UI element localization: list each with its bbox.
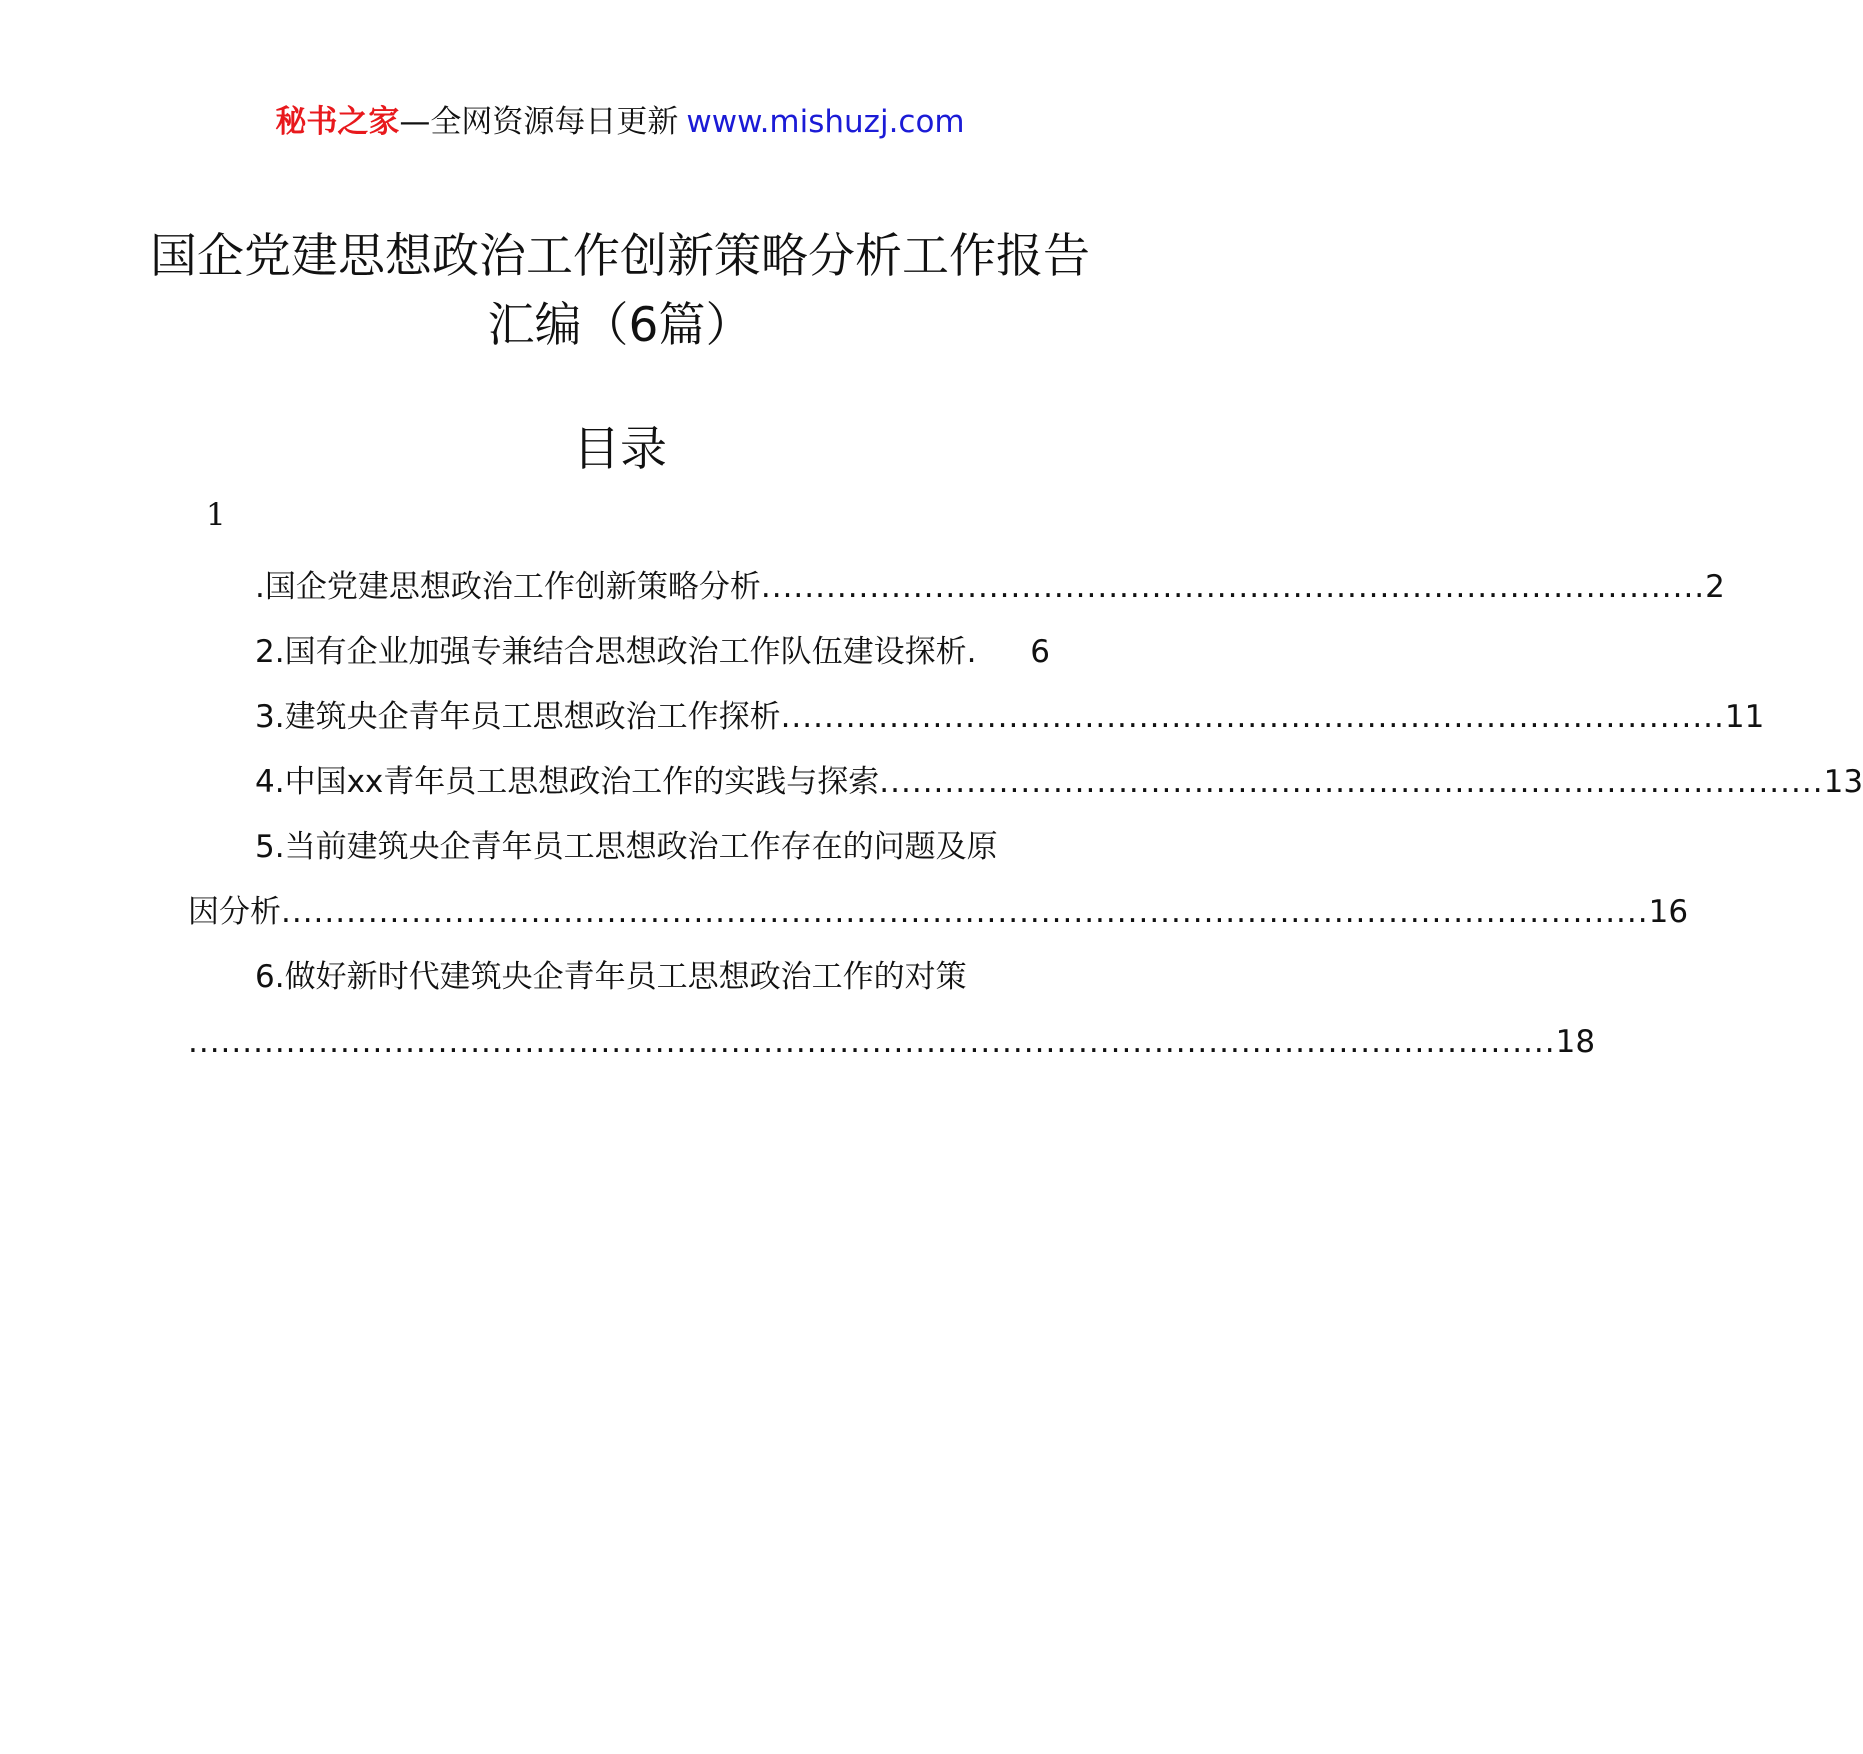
toc-entry-5-line-1[interactable]: 5.当前建筑央企青年员工思想政治工作存在的问题及原	[255, 829, 998, 865]
site-url-link[interactable]: www.mishuzj.com	[686, 104, 965, 140]
toc-entry-6[interactable]	[188, 1010, 1596, 1075]
toc-leader-dots: .......................................................................................	[879, 764, 1824, 800]
toc-entry-title: 2.国有企业加强专兼结合思想政治工作队伍建设探析.	[255, 634, 977, 670]
toc-page-number: 6	[1030, 634, 1050, 670]
toc-entry-title: 4.中国xx青年员工思想政治工作的实践与探索	[255, 764, 880, 800]
toc-leader-dots: ..............................................................................................................................	[188, 1024, 1556, 1060]
brand-name: 秘书之家	[275, 104, 400, 140]
toc-leader-dots: .......................................................................................	[780, 699, 1725, 735]
toc-page-number: 2	[1705, 569, 1725, 605]
toc-page-number: 13	[1823, 764, 1863, 800]
header-tagline: —全网资源每日更新	[399, 104, 679, 140]
toc-entry-3[interactable]	[188, 685, 1765, 750]
toc-entry-4[interactable]	[188, 750, 1863, 815]
toc-entry-5[interactable]	[188, 880, 1689, 945]
document-title: 国企党建思想政治工作创新策略分析工作报告汇编（6篇）	[150, 229, 1090, 353]
toc-entry-title: .国企党建思想政治工作创新策略分析	[255, 569, 761, 605]
toc-page-number: 18	[1555, 1024, 1596, 1060]
toc-page-number: 16	[1648, 894, 1689, 930]
table-of-contents	[188, 555, 1863, 1075]
toc-heading: 目录	[573, 422, 667, 477]
toc-leader-dots: ..............................................................................................................................	[281, 894, 1649, 930]
toc-entry-6-line-1[interactable]: 6.做好新时代建筑央企青年员工思想政治工作的对策	[255, 959, 967, 995]
toc-entry-1[interactable]	[188, 555, 1725, 620]
toc-entry-title: 3.建筑央企青年员工思想政治工作探析	[255, 699, 781, 735]
toc-first-number: 1	[206, 497, 226, 533]
site-header	[0, 100, 1240, 144]
toc-leader-dots: .......................................................................................	[760, 569, 1706, 605]
toc-page-number: 11	[1724, 699, 1765, 735]
toc-entry-title-continued: 因分析	[188, 894, 281, 930]
toc-entry-2[interactable]	[188, 620, 1050, 685]
